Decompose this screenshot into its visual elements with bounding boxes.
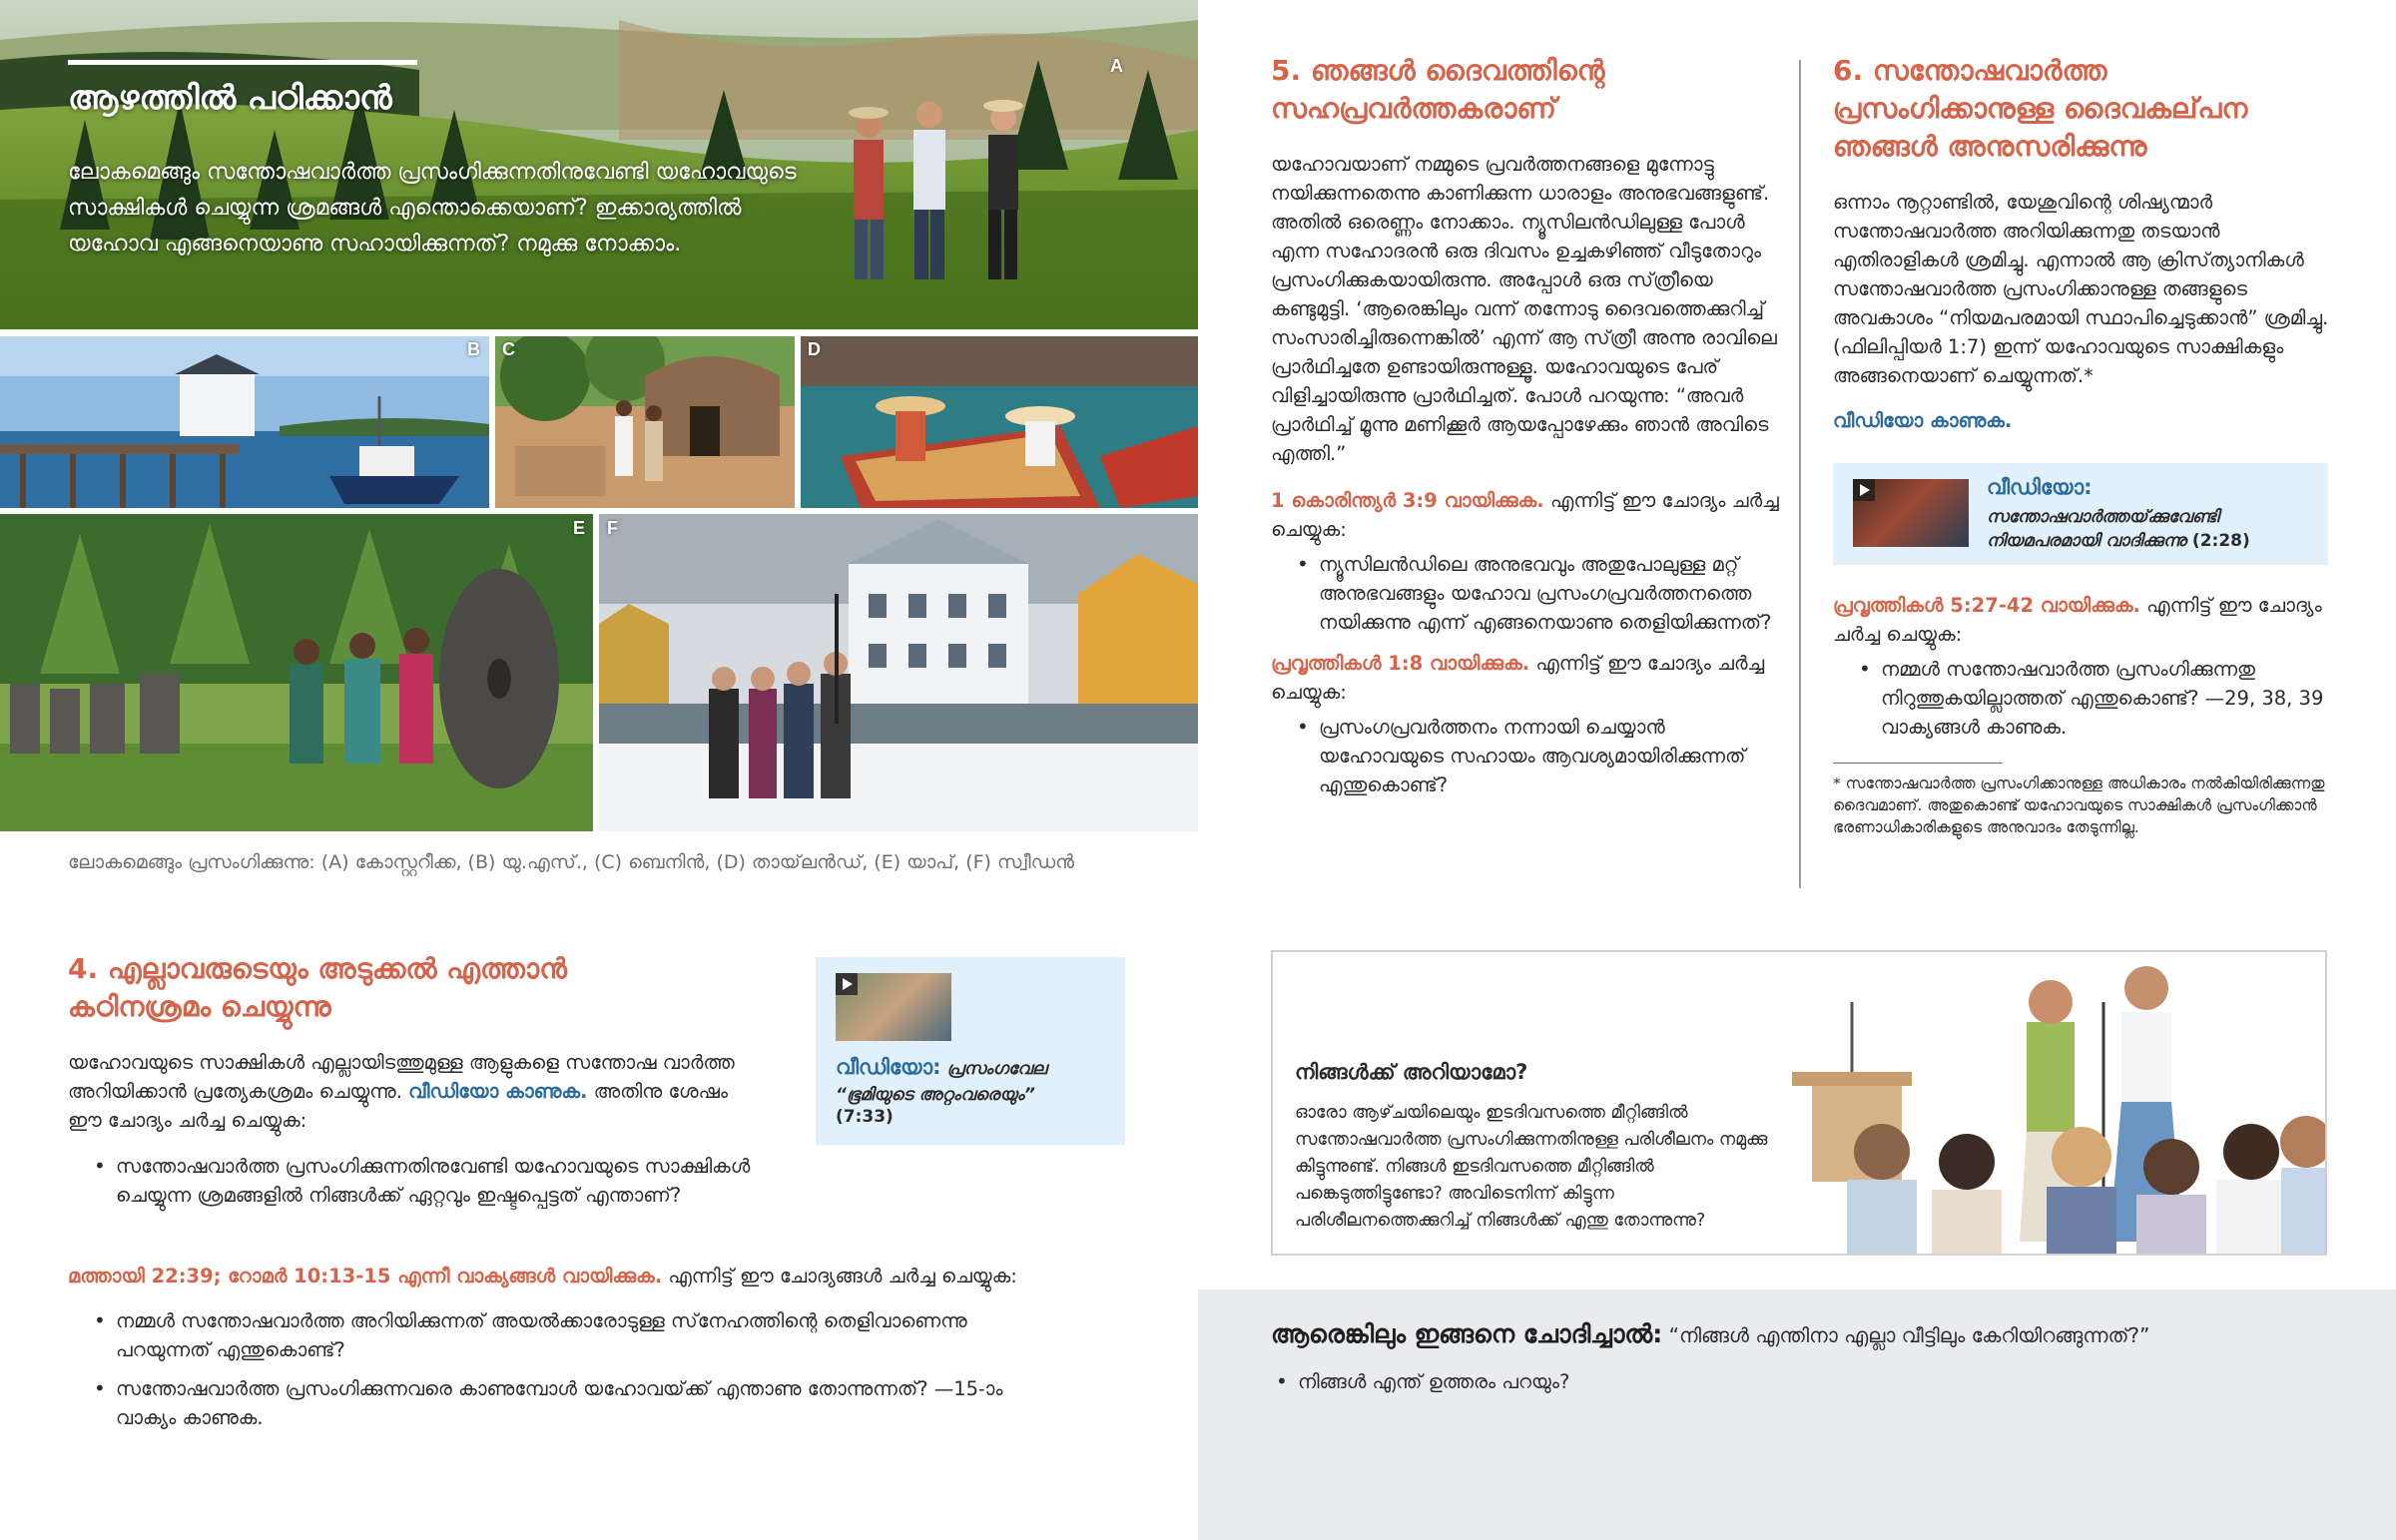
photo-sweden-winter [599,514,1198,831]
section-4-title-line1: 4. എല്ലാവരുടെയും അടുക്കൽ എത്താൻ [68,952,567,985]
did-you-know-box [1271,950,2327,1256]
play-icon[interactable] [1853,479,1875,501]
section-4-title-line2: കഠിനശ്രമം ചെയ്യുന്നു [68,990,331,1023]
footnote-rule [1833,763,2003,764]
photo-label-f: F [607,518,618,538]
section-title-deep-study: ആഴത്തിൽ പഠിക്കാൻ [68,78,392,117]
section-6-title [1833,52,2332,166]
section-5-body: യഹോവയാണ്‌ നമ്മുടെ പ്രവർത്തനങ്ങളെ മുന്നോട്ടു നയിക്കുന്നതെന്നു കാണിക്കുന്ന ധാരാളം അനുഭവങ്ങളുണ്ട്‌. അതിൽ ഒരെണ്ണം നോക്കാം. ന്യൂസിലൻഡിലുള്ള പോൾ എന്ന സഹോദരൻ ഒരു ദിവസം ഉച്ചകഴിഞ്ഞ്‌ വീടുതോറും പ്രസംഗിക്കുകയായിരുന്നു. അപ്പോൾ ഒരു സ്‌ത്രീയെ കണ്ടുമുട്ടി. ‘ആരെങ്കിലും വന്ന്‌ തന്നോടു ദൈവത്തെക്കുറിച്ച്‌ സംസാരിച്ചിരുന്നെങ്കിൽ’ എന്ന്‌ ആ സ്‌ത്രീ അന്നു രാവിലെ പ്രാർഥിച്ചതേ ഉണ്ടായിരുന്നുള്ളൂ. യഹോവയുടെ പേര്‌ വിളിച്ചായിരുന്നു പ്രാർഥിച്ചത്‌. പോൾ പറയുന്നു: “അവർ പ്രാർഥിച്ച്‌ മൂന്നു മണിക്കൂർ ആയപ്പോഴേക്കും ഞാൻ അവിടെ എത്തി.” [1271,153,1777,465]
photo-usa-pier [0,336,489,508]
video-label: വീഡിയോ: [1987,475,2093,499]
section-4-question-1: • സന്തോഷവാർത്ത പ്രസംഗിക്കുന്നതിനുവേണ്ടി യഹോവയുടെ സാക്ഷികൾ ചെയ്യുന്ന ശ്രമങ്ങളിൽ നിങ്ങൾക്ക്‌ ഏറ്റവും ഇഷ്ടപ്പെട്ടത്‌ എന്താണ്‌? [68,1152,767,1210]
section-6-lower [1833,591,2332,752]
column-divider [1799,60,1801,888]
scripture-ref-acts-1-8[interactable]: പ്രവൃത്തികൾ 1:8 വായിക്കുക. [1271,652,1530,675]
hero-rule [68,60,417,65]
photo-caption: ലോകമെങ്ങും പ്രസംഗിക്കുന്നു: (A) കോസ്റ്ററീക്ക, (B) യു.എസ്‌., (C) ബെനിൻ, (D) തായ്‌ലൻഡ്‌, (E) യാപ്‌, (F) സ്വീഡൻ [68,851,1074,873]
video-thumbnail[interactable] [836,973,951,1041]
did-you-know-title: നിങ്ങൾക്ക്‌ അറിയാമോ? [1295,1060,1528,1084]
section-6-body: ഒന്നാം നൂറ്റാണ്ടിൽ, യേശുവിന്റെ ശിഷ്യന്മാർ സന്തോഷവാർത്ത അറിയിക്കുന്നതു തടയാൻ എതിരാളികൾ ശ്രമിച്ചു. എന്നാൽ ആ ക്രിസ്‌ത്യാനികൾ സന്തോഷവാർത്ത പ്രസംഗിക്കാനുള്ള തങ്ങളുടെ അവകാശം “നിയമപരമായി സ്ഥാപിച്ചെടുക്കാൻ” ശ്രമിച്ചു. (ഫിലിപ്പിയർ 1:7) ഇന്ന്‌ യഹോവയുടെ സാക്ഷികളും അങ്ങനെയാണ്‌ ചെയ്യുന്നത്‌.* [1833,191,2329,387]
section-4-read [68,1262,1166,1290]
section-5-read-1-after: എന്നിട്ട്‌ ഈ ചോദ്യം ചർച്ച ചെയ്യുക: [1271,489,1779,541]
section-4-read-after: എന്നിട്ട്‌ ഈ ചോദ്യങ്ങൾ ചർച്ച ചെയ്യുക: [662,1265,1017,1287]
video-duration: (7:33) [836,1107,894,1127]
section-5-title [1271,52,1780,128]
if-asked-question-1: • നിങ്ങൾ എന്ത്‌ ഉത്തരം പറയും? [1250,1367,2148,1396]
section-6-read-after: എന്നിട്ട്‌ ഈ ചോദ്യം ചർച്ച ചെയ്യുക: [1833,594,2322,646]
section-4-question-2: • നമ്മൾ സന്തോഷവാർത്ത അറിയിക്കുന്നത്‌ അയൽക്കാരോടുള്ള സ്‌നേഹത്തിന്റെ തെളിവാണെന്നു പറയുന്നത്‌ എന്തുകൊണ്ട്‌? [68,1306,1066,1364]
photo-label-d: D [808,339,821,359]
section-4 [68,950,787,1026]
photo-label-e: E [573,518,586,538]
section-5-read-2-after: എന്നിട്ട്‌ ഈ ചോദ്യം ചർച്ച ചെയ്യുക: [1271,652,1765,704]
section-5-questions-b [1271,713,1780,799]
if-asked-line [1271,1319,2149,1349]
section-6-question-1: • നമ്മൾ സന്തോഷവാർത്ത പ്രസംഗിക്കുന്നതു നിറുത്തുകയില്ലാത്തത്‌ എന്തുകൊണ്ട്‌? —29, 38, 39 വാക്യങ്ങൾ കാണുക. [1833,655,2332,742]
photo-thailand-boat [801,336,1198,508]
video-box-preaching[interactable] [816,957,1125,1145]
photo-benin-village [495,336,795,508]
section-4-title [68,950,787,1026]
scripture-ref-acts-5[interactable]: പ്രവൃത്തികൾ 5:27-42 വായിക്കുക. [1833,594,2140,617]
section-4-questions-a [68,1152,767,1220]
section-5-questions-a [1271,550,1780,637]
section-4-question-3: • സന്തോഷവാർത്ത പ്രസംഗിക്കുന്നവരെ കാണുമ്പോൾ യഹോവയ്‌ക്ക്‌ എന്താണു തോന്നുന്നത്‌? —15-ാം വാക്യം കാണുക. [68,1374,1066,1432]
section-4-body [68,1048,767,1135]
footnote: * സന്തോഷവാർത്ത പ്രസംഗിക്കാനുള്ള അധികാരം നൽകിയിരിക്കുന്നതു ദൈവമാണ്‌. അതുകൊണ്ട്‌ യഹോവയുടെ സാക്ഷികൾ പ്രസംഗിക്കാൻ ഭരണാധികാരികളുടെ അനുവാദം തേടുന്നില്ല. [1833,774,2325,836]
section-6-title-line3: ഞങ്ങൾ അനുസരിക്കുന്നു [1833,130,2147,163]
if-asked-questions [1250,1367,2148,1406]
section-4-video-link[interactable]: വീഡിയോ കാണുക. [408,1080,588,1103]
hero-intro-text: ലോകമെങ്ങും സന്തോഷവാർത്ത പ്രസംഗിക്കുന്നതിനുവേണ്ടി യഹോവയുടെ സാക്ഷികൾ ചെയ്യുന്ന ശ്രമങ്ങൾ എന്തൊക്കെയാണ്? ഇക്കാര്യത്തിൽ യഹോവ എങ്ങനെയാണു സഹായിക്കുന്നത്? നമുക്കു നോക്കാം. [68,160,797,257]
photo-yap-stone-money [0,514,593,831]
section-4-body-after: അതിനു ശേഷം ഈ ചോദ്യം ചർച്ച ചെയ്യുക: [68,1080,729,1132]
meeting-illustration [1792,952,2327,1256]
if-asked-question: “നിങ്ങൾ എന്തിനാ എല്ലാ വീട്ടിലും കേറിയിറങ്ങുന്നത്‌?” [1662,1323,2150,1347]
section-5-question-1: • ന്യൂസിലൻഡിലെ അനുഭവവും അതുപോലുള്ള മറ്റ്‌ അനുഭവങ്ങളും യഹോവ പ്രസംഗപ്രവർത്തനത്തെ നയിക്കുന്നു എന്ന്‌ എങ്ങനെയാണു തെളിയിക്കുന്നത്‌? [1271,550,1780,637]
section-6-title-line2: പ്രസംഗിക്കാനുള്ള ദൈവകല്‌പന [1833,92,2248,125]
if-asked-band [1198,1289,2396,1540]
section-5-title-line2: സഹപ്രവർത്തകരാണ്‌ [1271,92,1556,125]
did-you-know-text: ഓരോ ആഴ്‌ചയിലെയും ഇടദിവസത്തെ മീറ്റിങ്ങിൽ സന്തോഷവാർത്ത പ്രസംഗിക്കുന്നതിനുള്ള പരിശീലനം നമുക്കു കിട്ടുന്നുണ്ട്‌. നിങ്ങൾ ഇടദിവസത്തെ മീറ്റിങ്ങിൽ പങ്കെടുത്തിട്ടുണ്ടോ? അവിടെനിന്ന്‌ കിട്ടുന്ന പരിശീലനത്തെക്കുറിച്ച്‌ നിങ്ങൾക്ക്‌ എന്തു തോന്നുന്നു? [1295,1103,1768,1231]
video-duration: (2:28) [2186,531,2250,551]
photo-label-b: B [467,339,480,359]
section-4-questions-b [68,1306,1066,1442]
section-6-video-link[interactable]: വീഡിയോ കാണുക. [1833,409,2013,432]
section-6-questions [1833,655,2332,742]
if-asked-label: ആരെങ്കിലും ഇങ്ങനെ ചോദിച്ചാൽ: [1271,1319,1663,1348]
video-box-legal[interactable] [1833,463,2328,565]
section-6-title-line1: 6. സന്തോഷവാർത്ത [1833,54,2107,87]
photo-label-a: A [1110,56,1123,76]
scripture-ref-matthew-romans[interactable]: മത്തായി 22:39; റോമർ 10:13-15 എന്നീ വാക്യങ്ങൾ വായിക്കുക. [68,1265,663,1287]
video-title: സന്തോഷവാർത്തയ്‌ക്കുവേണ്ടി നിയമപരമായി വാദിക്കുന്നു [1987,507,2219,551]
section-5 [1271,52,1780,809]
play-icon[interactable] [836,973,858,995]
section-5-read-2 [1271,649,1780,707]
video-label: വീഡിയോ: [836,1055,941,1079]
section-5-title-line1: 5. ഞങ്ങൾ ദൈവത്തിന്റെ [1271,54,1605,87]
section-6 [1833,52,2332,435]
video-title: പ്രസംഗവേല “ഭൂമിയുടെ അറ്റംവരെയും” [836,1059,1047,1105]
photo-label-c: C [502,339,515,359]
section-5-read-1 [1271,486,1780,544]
section-4-body-text: യഹോവയുടെ സാക്ഷികൾ എല്ലായിടത്തുമുള്ള ആളുകളെ സന്തോഷ വാർത്ത അറിയിക്കാൻ പ്രത്യേകശ്രമം ചെയ്യുന്നു. [68,1051,735,1103]
section-6-read [1833,591,2332,649]
section-5-question-2: • പ്രസംഗപ്രവർത്തനം നന്നായി ചെയ്യാൻ യഹോവയുടെ സഹായം ആവശ്യമായിരിക്കുന്നത്‌ എന്തുകൊണ്ട്‌? [1271,713,1780,799]
video-thumbnail[interactable] [1853,479,1969,547]
scripture-ref-1-corinthians[interactable]: 1 കൊരിന്ത്യർ 3:9 വായിക്കുക. [1271,489,1544,512]
